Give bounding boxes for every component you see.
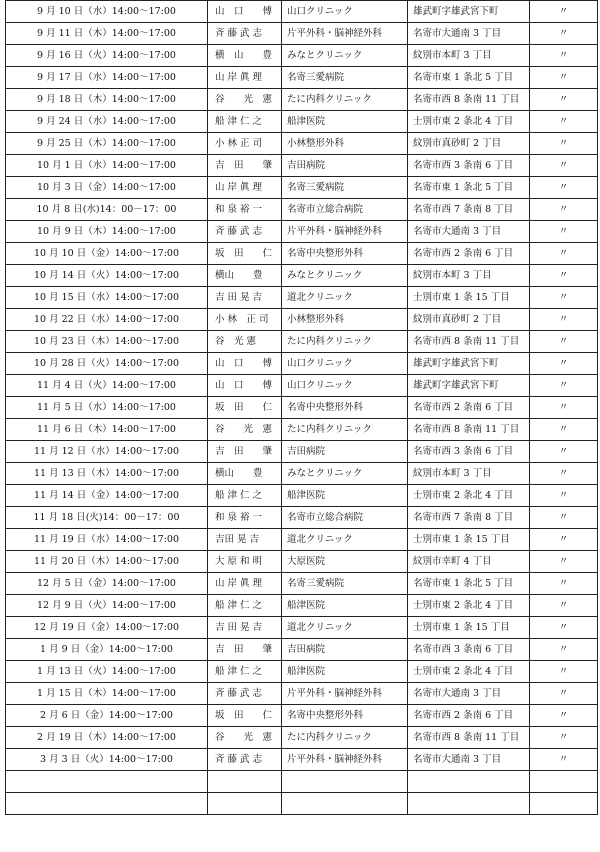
address-cell (408, 771, 530, 793)
doctor-name-cell: 和 泉 裕 一 (208, 199, 282, 221)
table-row (6, 573, 598, 595)
doctor-name-cell: 船 津 仁 之 (208, 485, 282, 507)
address-cell: 名寄市東 1 条北 5 丁目 (408, 573, 530, 595)
clinic-name-cell: みなとクリニック (282, 463, 408, 485)
date-time-cell: 1 月 9 日（金）14:00〜17:00 (6, 639, 208, 661)
date-time-cell: 9 月 18 日（木）14:00〜17:00 (6, 89, 208, 111)
date-time-cell: 10 月 22 日（水）14:00〜17:00 (6, 309, 208, 331)
doctor-name-cell: 山 岸 眞 理 (208, 67, 282, 89)
ditto-mark-cell: 〃 (530, 199, 598, 221)
table-row (6, 485, 598, 507)
ditto-mark-cell: 〃 (530, 617, 598, 639)
table-row (6, 771, 598, 793)
table-row (6, 243, 598, 265)
doctor-name-cell: 船 津 仁 之 (208, 111, 282, 133)
table-row (6, 89, 598, 111)
ditto-mark-cell: 〃 (530, 661, 598, 683)
table-row (6, 727, 598, 749)
table-row (6, 551, 598, 573)
address-cell: 名寄市西 8 条南 11 丁目 (408, 419, 530, 441)
ditto-mark-cell: 〃 (530, 309, 598, 331)
ditto-mark-cell: 〃 (530, 353, 598, 375)
date-time-cell: 12 月 19 日（金）14:00〜17:00 (6, 617, 208, 639)
schedule-table (5, 0, 598, 815)
date-time-cell: 10 月 1 日（水）14:00〜17:00 (6, 155, 208, 177)
date-time-cell: 2 月 6 日（金）14:00〜17:00 (6, 705, 208, 727)
table-row (6, 111, 598, 133)
clinic-name-cell: たに内科クリニック (282, 727, 408, 749)
table-row (6, 793, 598, 815)
clinic-name-cell: 片平外科・脳神経外科 (282, 23, 408, 45)
ditto-mark-cell: 〃 (530, 485, 598, 507)
ditto-mark-cell (530, 771, 598, 793)
doctor-name-cell: 山 岸 眞 理 (208, 177, 282, 199)
ditto-mark-cell: 〃 (530, 551, 598, 573)
doctor-name-cell (208, 793, 282, 815)
table-row (6, 67, 598, 89)
doctor-name-cell: 船 津 仁 之 (208, 661, 282, 683)
doctor-name-cell: 吉 田 晃 吉 (208, 287, 282, 309)
doctor-name-cell: 吉田 晃 吉 (208, 529, 282, 551)
date-time-cell (6, 771, 208, 793)
doctor-name-cell: 斉 藤 武 志 (208, 749, 282, 771)
clinic-name-cell: 道北クリニック (282, 287, 408, 309)
date-time-cell: 10 月 28 日（火）14:00〜17:00 (6, 353, 208, 375)
doctor-name-cell: 横山 豊 (208, 463, 282, 485)
ditto-mark-cell (530, 793, 598, 815)
date-time-cell: 1 月 15 日（木）14:00〜17:00 (6, 683, 208, 705)
table-row (6, 419, 598, 441)
address-cell: 紋別市本町 3 丁目 (408, 463, 530, 485)
doctor-name-cell: 船 津 仁 之 (208, 595, 282, 617)
date-time-cell: 11 月 20 日（木）14:00〜17:00 (6, 551, 208, 573)
doctor-name-cell: 吉 田 肇 (208, 155, 282, 177)
clinic-name-cell: 吉田病院 (282, 639, 408, 661)
date-time-cell: 10 月 9 日（木）14:00〜17:00 (6, 221, 208, 243)
ditto-mark-cell: 〃 (530, 705, 598, 727)
clinic-name-cell: 片平外科・脳神経外科 (282, 683, 408, 705)
clinic-name-cell: たに内科クリニック (282, 419, 408, 441)
schedule-sheet (5, 0, 598, 815)
table-row (6, 309, 598, 331)
table-row (6, 265, 598, 287)
date-time-cell: 9 月 25 日（木）14:00〜17:00 (6, 133, 208, 155)
clinic-name-cell: 大原医院 (282, 551, 408, 573)
table-row (6, 375, 598, 397)
date-time-cell (6, 793, 208, 815)
doctor-name-cell: 谷 光 憲 (208, 727, 282, 749)
date-time-cell: 12 月 5 日（金）14:00〜17:00 (6, 573, 208, 595)
doctor-name-cell: 山 口 傅 (208, 353, 282, 375)
address-cell: 名寄市西 2 条南 6 丁目 (408, 243, 530, 265)
doctor-name-cell: 吉 田 肇 (208, 441, 282, 463)
address-cell: 名寄市東 1 条北 5 丁目 (408, 177, 530, 199)
ditto-mark-cell: 〃 (530, 89, 598, 111)
date-time-cell: 12 月 9 日（火）14:00〜17:00 (6, 595, 208, 617)
table-row (6, 661, 598, 683)
address-cell: 雄武町字雄武宮下町 (408, 353, 530, 375)
clinic-name-cell: 名寄市立総合病院 (282, 199, 408, 221)
ditto-mark-cell: 〃 (530, 1, 598, 23)
clinic-name-cell: みなとクリニック (282, 45, 408, 67)
address-cell: 紋別市真砂町 2 丁目 (408, 309, 530, 331)
doctor-name-cell: 斉 藤 武 志 (208, 221, 282, 243)
ditto-mark-cell: 〃 (530, 639, 598, 661)
address-cell: 名寄市西 3 条南 6 丁目 (408, 639, 530, 661)
address-cell: 名寄市西 8 条南 11 丁目 (408, 89, 530, 111)
clinic-name-cell: 片平外科・脳神経外科 (282, 221, 408, 243)
clinic-name-cell: みなとクリニック (282, 265, 408, 287)
clinic-name-cell: 小林整形外科 (282, 309, 408, 331)
address-cell: 名寄市西 7 条南 8 丁目 (408, 507, 530, 529)
address-cell: 紋別市真砂町 2 丁目 (408, 133, 530, 155)
address-cell: 名寄市大通南 3 丁目 (408, 23, 530, 45)
date-time-cell: 10 月 15 日（水）14:00〜17:00 (6, 287, 208, 309)
doctor-name-cell: 吉 田 肇 (208, 639, 282, 661)
date-time-cell: 11 月 6 日（木）14:00〜17:00 (6, 419, 208, 441)
table-row (6, 617, 598, 639)
ditto-mark-cell: 〃 (530, 331, 598, 353)
doctor-name-cell: 横 山 豊 (208, 45, 282, 67)
address-cell: 紋別市本町 3 丁目 (408, 265, 530, 287)
clinic-name-cell: 山口クリニック (282, 375, 408, 397)
table-row (6, 177, 598, 199)
clinic-name-cell: 名寄中央整形外科 (282, 243, 408, 265)
address-cell: 士別市東 1 条 15 丁目 (408, 617, 530, 639)
ditto-mark-cell: 〃 (530, 23, 598, 45)
date-time-cell: 11 月 14 日（金）14:00〜17:00 (6, 485, 208, 507)
address-cell: 雄武町字雄武宮下町 (408, 375, 530, 397)
doctor-name-cell: 斉 藤 武 志 (208, 683, 282, 705)
table-row (6, 683, 598, 705)
date-time-cell: 10 月 3 日（金）14:00〜17:00 (6, 177, 208, 199)
table-row (6, 507, 598, 529)
address-cell: 名寄市西 8 条南 11 丁目 (408, 727, 530, 749)
address-cell: 士別市東 1 条 15 丁目 (408, 287, 530, 309)
table-row (6, 705, 598, 727)
doctor-name-cell: 斉 藤 武 志 (208, 23, 282, 45)
ditto-mark-cell: 〃 (530, 595, 598, 617)
address-cell: 名寄市西 2 条南 6 丁目 (408, 397, 530, 419)
ditto-mark-cell: 〃 (530, 749, 598, 771)
table-row (6, 45, 598, 67)
doctor-name-cell: 和 泉 裕 一 (208, 507, 282, 529)
ditto-mark-cell: 〃 (530, 221, 598, 243)
doctor-name-cell: 山 岸 眞 理 (208, 573, 282, 595)
ditto-mark-cell: 〃 (530, 155, 598, 177)
doctor-name-cell: 大 原 和 明 (208, 551, 282, 573)
doctor-name-cell: 山 口 傅 (208, 1, 282, 23)
clinic-name-cell: 船津医院 (282, 485, 408, 507)
clinic-name-cell: 吉田病院 (282, 155, 408, 177)
doctor-name-cell: 横山 豊 (208, 265, 282, 287)
address-cell: 雄武町字雄武宮下町 (408, 1, 530, 23)
ditto-mark-cell: 〃 (530, 463, 598, 485)
address-cell: 名寄市西 2 条南 6 丁目 (408, 705, 530, 727)
address-cell: 士別市東 2 条北 4 丁目 (408, 595, 530, 617)
table-row (6, 287, 598, 309)
date-time-cell: 3 月 3 日（火）14:00〜17:00 (6, 749, 208, 771)
date-time-cell: 11 月 18 日(火)14：00－17：00 (6, 507, 208, 529)
address-cell: 紋別市幸町 4 丁目 (408, 551, 530, 573)
ditto-mark-cell: 〃 (530, 45, 598, 67)
clinic-name-cell: 道北クリニック (282, 529, 408, 551)
date-time-cell: 1 月 13 日（火）14:00〜17:00 (6, 661, 208, 683)
table-row (6, 441, 598, 463)
table-row (6, 639, 598, 661)
date-time-cell: 9 月 11 日（木）14:00〜17:00 (6, 23, 208, 45)
table-row (6, 23, 598, 45)
clinic-name-cell: 片平外科・脳神経外科 (282, 749, 408, 771)
date-time-cell: 9 月 17 日（水）14:00〜17:00 (6, 67, 208, 89)
table-row (6, 397, 598, 419)
table-row (6, 595, 598, 617)
clinic-name-cell: 道北クリニック (282, 617, 408, 639)
table-row (6, 155, 598, 177)
date-time-cell: 10 月 14 日（火）14:00〜17:00 (6, 265, 208, 287)
clinic-name-cell: 名寄中央整形外科 (282, 705, 408, 727)
ditto-mark-cell: 〃 (530, 287, 598, 309)
ditto-mark-cell: 〃 (530, 419, 598, 441)
ditto-mark-cell: 〃 (530, 375, 598, 397)
address-cell: 士別市東 2 条北 4 丁目 (408, 661, 530, 683)
address-cell: 士別市東 2 条北 4 丁目 (408, 485, 530, 507)
doctor-name-cell: 坂 田 仁 (208, 397, 282, 419)
date-time-cell: 10 月 8 日(水)14：00－17：00 (6, 199, 208, 221)
address-cell: 名寄市東 1 条北 5 丁目 (408, 67, 530, 89)
ditto-mark-cell: 〃 (530, 111, 598, 133)
ditto-mark-cell: 〃 (530, 727, 598, 749)
doctor-name-cell: 山 口 傅 (208, 375, 282, 397)
table-row (6, 331, 598, 353)
table-row (6, 749, 598, 771)
table-row (6, 463, 598, 485)
date-time-cell: 9 月 16 日（火）14:00〜17:00 (6, 45, 208, 67)
address-cell: 名寄市大通南 3 丁目 (408, 683, 530, 705)
date-time-cell: 11 月 13 日（木）14:00〜17:00 (6, 463, 208, 485)
ditto-mark-cell: 〃 (530, 397, 598, 419)
doctor-name-cell: 谷 光 憲 (208, 419, 282, 441)
doctor-name-cell: 坂 田 仁 (208, 705, 282, 727)
ditto-mark-cell: 〃 (530, 573, 598, 595)
clinic-name-cell: 名寄中央整形外科 (282, 397, 408, 419)
ditto-mark-cell: 〃 (530, 683, 598, 705)
address-cell: 名寄市西 8 条南 11 丁目 (408, 331, 530, 353)
ditto-mark-cell: 〃 (530, 133, 598, 155)
clinic-name-cell: 名寄三愛病院 (282, 177, 408, 199)
date-time-cell: 11 月 5 日（水）14:00〜17:00 (6, 397, 208, 419)
clinic-name-cell: 名寄三愛病院 (282, 67, 408, 89)
address-cell: 名寄市西 7 条南 8 丁目 (408, 199, 530, 221)
doctor-name-cell: 坂 田 仁 (208, 243, 282, 265)
clinic-name-cell: たに内科クリニック (282, 89, 408, 111)
date-time-cell: 11 月 12 日（水）14:00〜17:00 (6, 441, 208, 463)
ditto-mark-cell: 〃 (530, 529, 598, 551)
doctor-name-cell: 小 林 正 司 (208, 133, 282, 155)
address-cell: 士別市東 2 条北 4 丁目 (408, 111, 530, 133)
table-row (6, 529, 598, 551)
clinic-name-cell: 名寄三愛病院 (282, 573, 408, 595)
address-cell: 名寄市西 3 条南 6 丁目 (408, 441, 530, 463)
clinic-name-cell: 船津医院 (282, 595, 408, 617)
address-cell: 名寄市大通南 3 丁目 (408, 221, 530, 243)
table-row (6, 1, 598, 23)
doctor-name-cell: 谷 光 憲 (208, 331, 282, 353)
ditto-mark-cell: 〃 (530, 265, 598, 287)
table-row (6, 199, 598, 221)
clinic-name-cell (282, 771, 408, 793)
address-cell: 名寄市西 3 条南 6 丁目 (408, 155, 530, 177)
address-cell: 士別市東 1 条 15 丁目 (408, 529, 530, 551)
table-row (6, 133, 598, 155)
address-cell: 名寄市大通南 3 丁目 (408, 749, 530, 771)
address-cell (408, 793, 530, 815)
doctor-name-cell: 谷 光 憲 (208, 89, 282, 111)
date-time-cell: 10 月 23 日（木）14:00〜17:00 (6, 331, 208, 353)
ditto-mark-cell: 〃 (530, 441, 598, 463)
clinic-name-cell: 船津医院 (282, 111, 408, 133)
date-time-cell: 11 月 4 日（火）14:00〜17:00 (6, 375, 208, 397)
clinic-name-cell: 名寄市立総合病院 (282, 507, 408, 529)
date-time-cell: 9 月 10 日（水）14:00〜17:00 (6, 1, 208, 23)
clinic-name-cell: 吉田病院 (282, 441, 408, 463)
clinic-name-cell (282, 793, 408, 815)
clinic-name-cell: 船津医院 (282, 661, 408, 683)
clinic-name-cell: たに内科クリニック (282, 331, 408, 353)
clinic-name-cell: 小林整形外科 (282, 133, 408, 155)
table-row (6, 353, 598, 375)
doctor-name-cell: 吉 田 晃 吉 (208, 617, 282, 639)
ditto-mark-cell: 〃 (530, 177, 598, 199)
address-cell: 紋別市本町 3 丁目 (408, 45, 530, 67)
doctor-name-cell: 小 林 正 司 (208, 309, 282, 331)
date-time-cell: 2 月 19 日（木）14:00〜17:00 (6, 727, 208, 749)
ditto-mark-cell: 〃 (530, 243, 598, 265)
clinic-name-cell: 山口クリニック (282, 1, 408, 23)
schedule-rows (6, 1, 598, 815)
ditto-mark-cell: 〃 (530, 507, 598, 529)
date-time-cell: 9 月 24 日（水）14:00〜17:00 (6, 111, 208, 133)
table-row (6, 221, 598, 243)
clinic-name-cell: 山口クリニック (282, 353, 408, 375)
date-time-cell: 11 月 19 日（水）14:00〜17:00 (6, 529, 208, 551)
ditto-mark-cell: 〃 (530, 67, 598, 89)
date-time-cell: 10 月 10 日（金）14:00〜17:00 (6, 243, 208, 265)
doctor-name-cell (208, 771, 282, 793)
